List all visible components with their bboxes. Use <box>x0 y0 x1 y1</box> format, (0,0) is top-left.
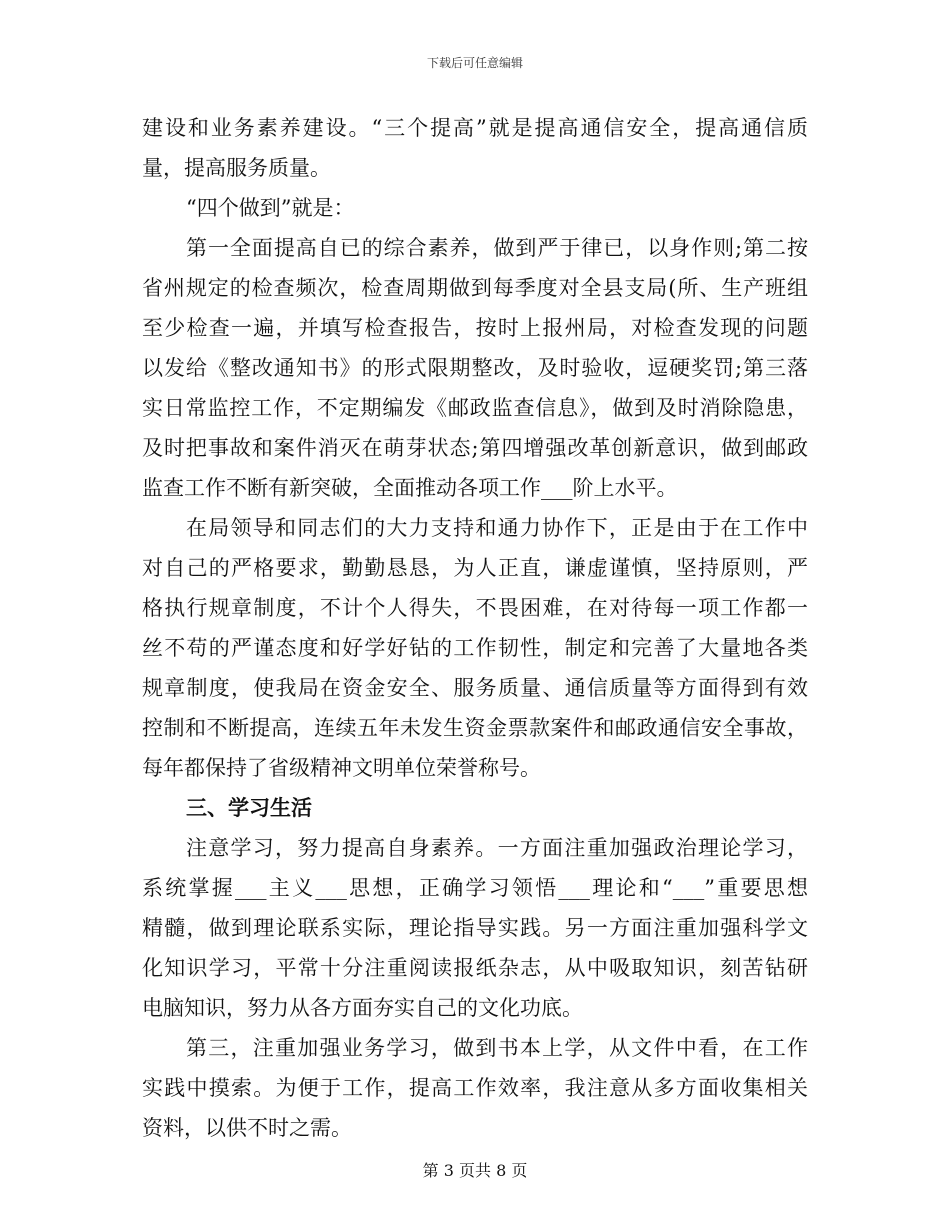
text-line: 实践中摸索。为便于工作，提高工作效率，我注意从多方面收集相关 <box>142 1076 808 1100</box>
text-line: 化知识学习，平常十分注重阅读报纸杂志，从中吸取知识，刻苦钻研 <box>142 956 808 980</box>
text-line: 对自己的严格要求，勤勤恳恳，为人正直，谦虚谨慎，坚持原则，严 <box>142 556 808 580</box>
paragraph-work-attitude <box>142 508 808 788</box>
text-line: 每年都保持了省级精神文明单位荣誉称号。 <box>142 756 541 780</box>
paragraph-intro <box>142 108 808 188</box>
text-line: 在局领导和同志们的大力支持和通力协作下，正是由于在工作中 <box>186 516 808 540</box>
paragraph-study <box>142 828 808 1028</box>
text-line: 量，提高服务质量。 <box>142 156 331 180</box>
text-line: 丝不苟的严谨态度和好学好钻的工作韧性，制定和完善了大量地各类 <box>142 636 808 660</box>
text-line: 规章制度，使我局在资金安全、服务质量、通信质量等方面得到有效 <box>142 676 808 700</box>
text-line: 以发给《整改通知书》的形式限期整改，及时验收，逗硬奖罚;第三落 <box>142 356 808 380</box>
text-line: 电脑知识，努力从各方面夯实自己的文化功底。 <box>142 996 583 1020</box>
text-line: 系统掌握___主义___思想，正确学习领悟___理论和“___”重要思想 <box>142 876 808 900</box>
page-header: 下载后可任意编辑 <box>426 56 523 70</box>
text-line: 省州规定的检查频次，检查周期做到每季度对全县支局(所、生产班组 <box>142 276 808 300</box>
section-heading: 三、学习生活 <box>186 796 312 820</box>
document-body <box>142 108 808 1148</box>
text-line: 至少检查一遍，并填写检查报告，按时上报州局，对检查发现的问题 <box>142 316 808 340</box>
text-line: 精髓，做到理论联系实际，理论指导实践。另一方面注重加强科学文 <box>142 916 808 940</box>
text-line: 格执行规章制度，不计个人得失，不畏困难，在对待每一项工作都一 <box>142 596 808 620</box>
paragraph-business-study <box>142 1028 808 1148</box>
paragraph-four-achievements-title <box>142 188 808 228</box>
text-line: 资料，以供不时之需。 <box>142 1116 352 1140</box>
text-line: 实日常监控工作，不定期编发《邮政监查信息》，做到及时消除隐患， <box>142 396 808 420</box>
text-line: 及时把事故和案件消灭在萌芽状态;第四增强改革创新意识，做到邮政 <box>142 436 808 460</box>
text-line: 监查工作不断有新突破，全面推动各项工作___阶上水平。 <box>142 476 678 500</box>
text-line: 第一全面提高自已的综合素养，做到严于律已，以身作则;第二按 <box>186 236 808 260</box>
text-line: 第三，注重加强业务学习，做到书本上学，从文件中看，在工作 <box>186 1036 808 1060</box>
text-line: 建设和业务素养建设。“三个提高”就是提高通信安全，提高通信质 <box>142 116 808 140</box>
text-line: 控制和不断提高，连续五年未发生资金票款案件和邮政通信安全事故， <box>142 716 808 740</box>
paragraph-four-achievements <box>142 228 808 508</box>
page-footer: 第 3 页共 8 页 <box>422 1161 528 1180</box>
text-line: 注意学习，努力提高自身素养。一方面注重加强政治理论学习， <box>186 836 808 860</box>
text-line: “四个做到”就是： <box>186 196 355 220</box>
